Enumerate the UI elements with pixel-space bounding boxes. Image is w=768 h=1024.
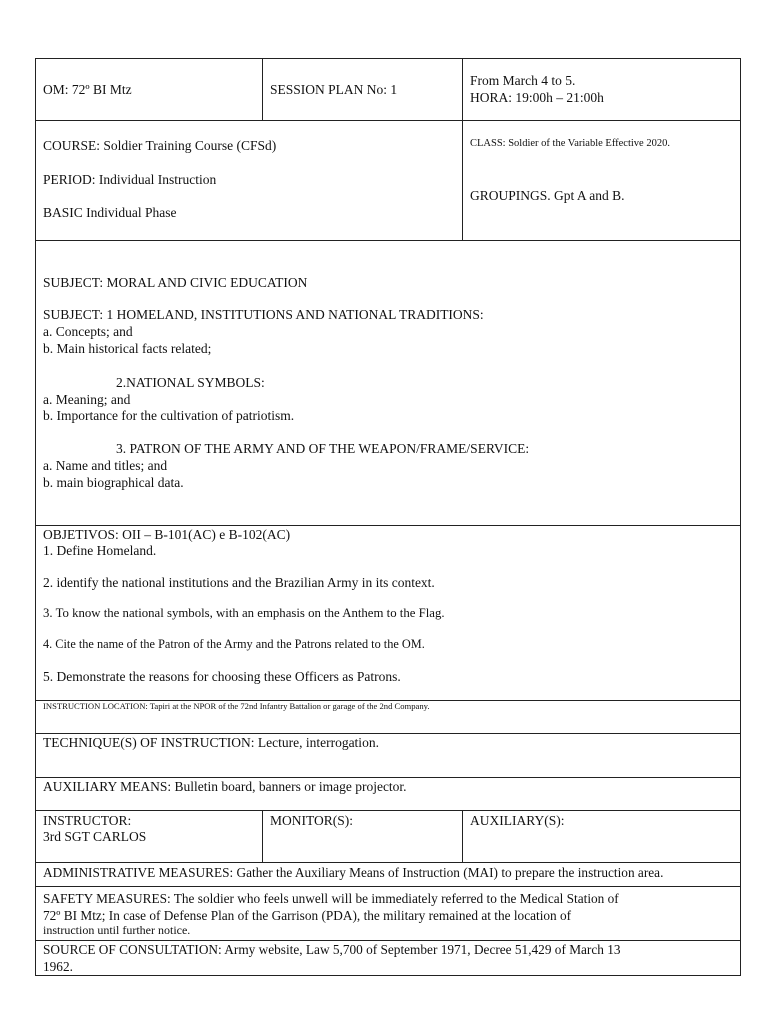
- safety-measures-line: instruction until further notice.: [43, 923, 191, 937]
- auxiliary-label: AUXILIARY(S):: [470, 813, 565, 828]
- class-field: CLASS: Soldier of the Variable Effective 2020.: [470, 138, 670, 149]
- subject-2-item: a. Meaning; and: [43, 392, 131, 407]
- subject-3-item: a. Name and titles; and: [43, 458, 168, 473]
- subject-1-item: b. Main historical facts related;: [43, 341, 212, 356]
- safety-measures-line: 72º BI Mtz; In case of Defense Plan of the Garrison (PDA), the military remained at the location of: [43, 908, 572, 923]
- subject-main: SUBJECT: MORAL AND CIVIC EDUCATION: [43, 275, 308, 290]
- groupings-field: GROUPINGS. Gpt A and B.: [470, 188, 625, 203]
- subject-1-heading: SUBJECT: 1 HOMELAND, INSTITUTIONS AND NATIONAL TRADITIONS:: [43, 307, 484, 322]
- subject-3-heading: 3. PATRON OF THE ARMY AND OF THE WEAPON/FRAME/SERVICE:: [116, 441, 530, 456]
- objectives-heading: OBJETIVOS: OII – B-101(AC) e B-102(AC): [43, 527, 291, 542]
- period-field: PERIOD: Individual Instruction: [43, 172, 217, 187]
- phase-field: BASIC Individual Phase: [43, 205, 177, 220]
- objective-item: 3. To know the national symbols, with an emphasis on the Anthem to the Flag.: [43, 606, 445, 620]
- instruction-location: INSTRUCTION LOCATION: Tapiri at the NPOR of the 72nd Infantry Battalion or garage of the 2nd Company.: [43, 701, 430, 711]
- objective-item: 2. identify the national institutions and the Brazilian Army in its context.: [43, 575, 435, 590]
- auxiliary-means: AUXILIARY MEANS: Bulletin board, banners or image projector.: [43, 779, 407, 794]
- subject-2-heading: 2.NATIONAL SYMBOLS:: [116, 375, 265, 390]
- objective-item: 4. Cite the name of the Patron of the Army and the Patrons related to the OM.: [43, 637, 425, 651]
- subject-1-item: a. Concepts; and: [43, 324, 133, 339]
- subject-3-item: b. main biographical data.: [43, 475, 184, 490]
- source-of-consultation: SOURCE OF CONSULTATION: Army website, Law 5,700 of September 1971, Decree 51,429 of March 13: [43, 942, 621, 957]
- instructor-label: INSTRUCTOR:: [43, 813, 132, 828]
- subject-2-item: b. Importance for the cultivation of patriotism.: [43, 408, 295, 423]
- course-field: COURSE: Soldier Training Course (CFSd): [43, 138, 277, 153]
- safety-measures-line: SAFETY MEASURES: The soldier who feels unwell will be immediately referred to the Medical Station of: [43, 891, 619, 906]
- session-dates: From March 4 to 5.: [470, 73, 576, 88]
- session-hours: HORA: 19:00h – 21:00h: [470, 90, 604, 105]
- om-field: OM: 72º BI Mtz: [43, 82, 132, 97]
- session-plan-number: SESSION PLAN No: 1: [270, 82, 398, 97]
- objective-item: 1. Define Homeland.: [43, 543, 157, 558]
- instruction-technique: TECHNIQUE(S) OF INSTRUCTION: Lecture, interrogation.: [43, 735, 379, 750]
- administrative-measures: ADMINISTRATIVE MEASURES: Gather the Auxiliary Means of Instruction (MAI) to prepare the instruction area.: [43, 865, 664, 880]
- objective-item: 5. Demonstrate the reasons for choosing these Officers as Patrons.: [43, 669, 401, 684]
- source-of-consultation-cont: 1962.: [43, 959, 73, 974]
- monitor-label: MONITOR(S):: [270, 813, 354, 828]
- instructor-name: 3rd SGT CARLOS: [43, 829, 147, 844]
